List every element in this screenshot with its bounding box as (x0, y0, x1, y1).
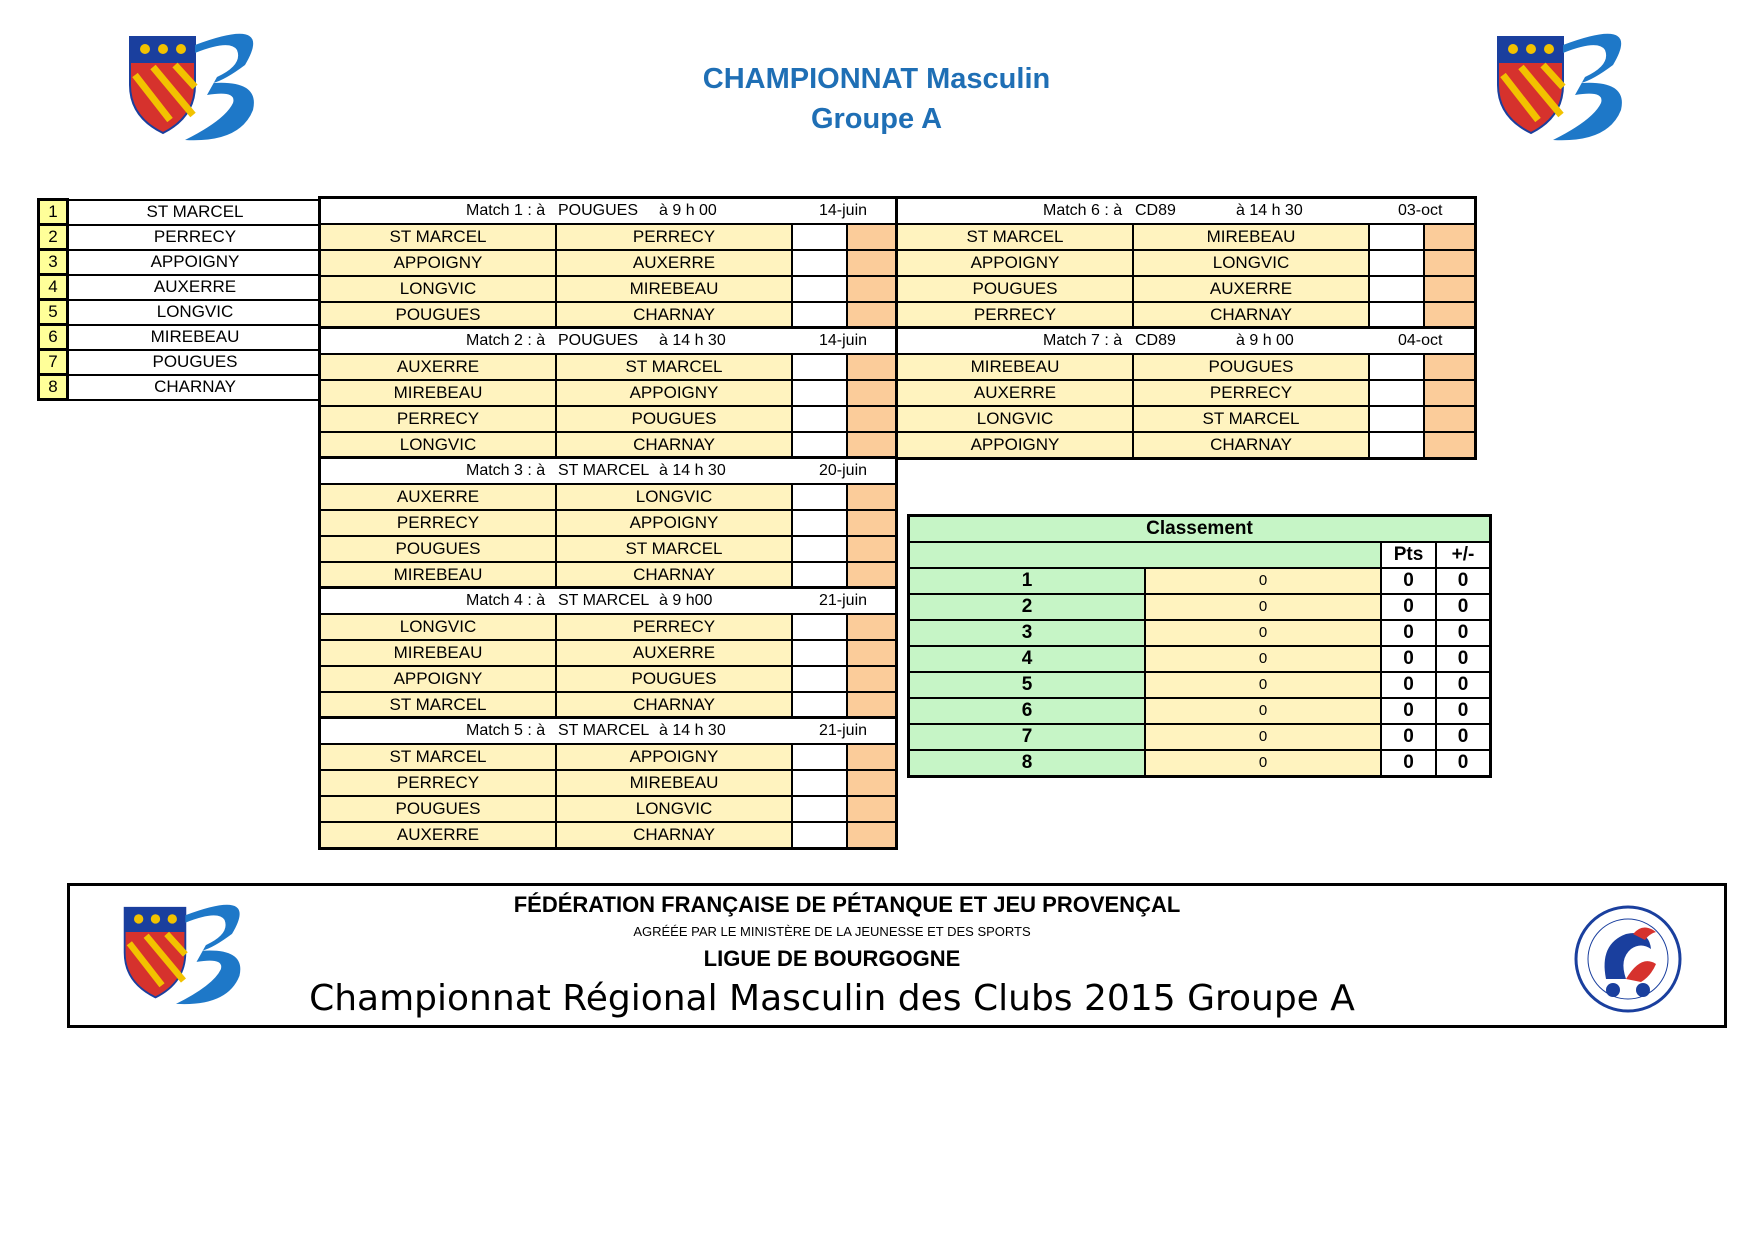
away-team: AUXERRE (1134, 277, 1370, 301)
away-team: POUGUES (557, 407, 793, 431)
team-number: 8 (39, 375, 68, 400)
diff-header: +/- (1437, 543, 1489, 567)
score-cell[interactable] (848, 433, 895, 457)
points: 0 (1382, 621, 1437, 645)
score-cell[interactable] (793, 407, 848, 431)
team-row (39, 300, 323, 325)
away-team: CHARNAY (557, 433, 793, 457)
away-team: PERRECY (557, 615, 793, 639)
match-block (895, 326, 1477, 460)
match-venue: CD89 (1135, 332, 1176, 349)
away-team: LONGVIC (557, 797, 793, 821)
home-team: LONGVIC (321, 433, 557, 457)
match-time: à 14 h 30 (659, 722, 726, 739)
team-name: LONGVIC (68, 300, 323, 325)
away-team: LONGVIC (557, 485, 793, 509)
score-cell[interactable] (793, 381, 848, 405)
score-cell[interactable] (793, 823, 848, 847)
agreement-text: AGRÉÉE PAR LE MINISTÈRE DE LA JEUNESSE ET DES SPORTS (633, 924, 1031, 939)
rank: 3 (910, 621, 1146, 645)
game-row (898, 355, 1474, 381)
score-cell[interactable] (1425, 381, 1474, 405)
team-name: POUGUES (68, 350, 323, 375)
score-cell[interactable] (793, 251, 848, 275)
match-time: à 14 h 30 (659, 462, 726, 479)
match-header (321, 719, 895, 745)
home-team: POUGUES (321, 797, 557, 821)
match-block (318, 716, 898, 850)
classement-row (910, 595, 1489, 621)
match-venue: ST MARCEL (558, 592, 650, 609)
page-title: CHAMPIONNAT Masculin (702, 63, 1051, 95)
game-row (321, 407, 895, 433)
score-cell[interactable] (848, 511, 895, 535)
points: 0 (1382, 725, 1437, 749)
points: 0 (1382, 595, 1437, 619)
rank: 6 (910, 699, 1146, 723)
score-cell[interactable] (793, 615, 848, 639)
match-label: Match 5 : à (466, 722, 546, 739)
game-row (321, 355, 895, 381)
home-team: LONGVIC (321, 277, 557, 301)
score-cell[interactable] (1370, 355, 1425, 379)
match-block (895, 196, 1477, 330)
ranked-team: 0 (1146, 595, 1382, 619)
points: 0 (1382, 751, 1437, 775)
score-cell[interactable] (793, 485, 848, 509)
match-date: 14-juin (819, 332, 868, 349)
game-row (898, 277, 1474, 303)
away-team: MIREBEAU (557, 771, 793, 795)
game-row (898, 433, 1474, 457)
away-team: APPOIGNY (557, 745, 793, 769)
match-header (321, 329, 895, 355)
ffpjp-rooster-logo-icon (1571, 904, 1686, 1014)
score-cell[interactable] (1370, 433, 1425, 457)
home-team: AUXERRE (898, 381, 1134, 405)
points: 0 (1382, 647, 1437, 671)
score-cell[interactable] (1370, 407, 1425, 431)
match-date: 14-juin (819, 202, 868, 219)
match-label: Match 1 : à (466, 202, 546, 219)
score-cell[interactable] (848, 667, 895, 691)
home-team: MIREBEAU (321, 641, 557, 665)
home-team: APPOIGNY (321, 667, 557, 691)
goal-difference: 0 (1437, 751, 1489, 775)
score-cell[interactable] (793, 797, 848, 821)
points: 0 (1382, 699, 1437, 723)
home-team: POUGUES (321, 537, 557, 561)
team-name: PERRECY (68, 225, 323, 250)
team-name: CHARNAY (68, 375, 323, 400)
footer-banner (67, 883, 1727, 1028)
team-name: ST MARCEL (68, 200, 323, 225)
ranked-team: 0 (1146, 647, 1382, 671)
event-name: Championnat Régional Masculin des Clubs 2015 Groupe A (309, 978, 1355, 1019)
game-row (321, 225, 895, 251)
score-cell[interactable] (848, 615, 895, 639)
team-row (39, 275, 323, 300)
home-team: LONGVIC (898, 407, 1134, 431)
score-cell[interactable] (848, 355, 895, 379)
points: 0 (1382, 673, 1437, 697)
team-name: AUXERRE (68, 275, 323, 300)
rank: 7 (910, 725, 1146, 749)
match-header (321, 199, 895, 225)
game-row (321, 303, 895, 327)
ligue-name: LIGUE DE BOURGOGNE (703, 946, 961, 971)
team-row (39, 225, 323, 250)
away-team: LONGVIC (1134, 251, 1370, 275)
match-time: à 9 h 00 (1236, 332, 1294, 349)
game-row (898, 407, 1474, 433)
away-team: AUXERRE (557, 641, 793, 665)
classement-row (910, 751, 1489, 775)
team-number: 1 (39, 200, 68, 225)
match-date: 21-juin (819, 722, 868, 739)
game-row (321, 797, 895, 823)
away-team: ST MARCEL (557, 355, 793, 379)
game-row (321, 823, 895, 847)
goal-difference: 0 (1437, 621, 1489, 645)
score-cell[interactable] (793, 303, 848, 327)
score-cell[interactable] (793, 641, 848, 665)
game-row (321, 745, 895, 771)
home-team: POUGUES (898, 277, 1134, 301)
game-row (898, 225, 1474, 251)
pts-header: Pts (1382, 543, 1437, 567)
ranked-team: 0 (1146, 569, 1382, 593)
score-cell[interactable] (848, 225, 895, 249)
score-cell[interactable] (793, 745, 848, 769)
away-team: PERRECY (557, 225, 793, 249)
page-subtitle: Groupe A (810, 103, 943, 135)
classement-row (910, 725, 1489, 751)
match-venue: POUGUES (558, 332, 639, 349)
team-name: APPOIGNY (68, 250, 323, 275)
score-cell[interactable] (1425, 407, 1474, 431)
classement-row (910, 569, 1489, 595)
match-time: à 9 h00 (659, 592, 713, 609)
score-cell[interactable] (1370, 225, 1425, 249)
away-team: CHARNAY (557, 563, 793, 587)
score-cell[interactable] (793, 563, 848, 587)
game-row (898, 381, 1474, 407)
rank: 4 (910, 647, 1146, 671)
home-team: AUXERRE (321, 355, 557, 379)
score-cell[interactable] (848, 563, 895, 587)
score-cell[interactable] (848, 797, 895, 821)
ranked-team: 0 (1146, 673, 1382, 697)
match-label: Match 3 : à (466, 462, 546, 479)
home-team: POUGUES (321, 303, 557, 327)
away-team: MIREBEAU (557, 277, 793, 301)
match-venue: CD89 (1135, 202, 1176, 219)
score-cell[interactable] (793, 537, 848, 561)
classement-row (910, 699, 1489, 725)
team-row (39, 350, 323, 375)
match-label: Match 4 : à (466, 592, 546, 609)
ranked-team: 0 (1146, 751, 1382, 775)
game-row (321, 667, 895, 693)
match-venue: ST MARCEL (558, 462, 650, 479)
game-row (898, 303, 1474, 327)
score-cell[interactable] (793, 355, 848, 379)
rank: 1 (910, 569, 1146, 593)
game-row (321, 381, 895, 407)
team-number: 3 (39, 250, 68, 275)
away-team: ST MARCEL (1134, 407, 1370, 431)
team-list (37, 198, 323, 401)
score-cell[interactable] (793, 225, 848, 249)
match-header (898, 329, 1474, 355)
home-team: AUXERRE (321, 485, 557, 509)
score-cell[interactable] (848, 303, 895, 327)
team-number: 5 (39, 300, 68, 325)
home-team: PERRECY (321, 771, 557, 795)
score-cell[interactable] (793, 511, 848, 535)
match-venue: ST MARCEL (558, 722, 650, 739)
points: 0 (1382, 569, 1437, 593)
score-cell[interactable] (848, 771, 895, 795)
score-cell[interactable] (793, 693, 848, 717)
score-cell[interactable] (848, 745, 895, 769)
classement-table (907, 514, 1492, 778)
away-team: PERRECY (1134, 381, 1370, 405)
away-team: CHARNAY (1134, 433, 1370, 457)
ranked-team: 0 (1146, 621, 1382, 645)
team-row (39, 200, 323, 225)
home-team: MIREBEAU (321, 381, 557, 405)
score-cell[interactable] (848, 407, 895, 431)
score-cell[interactable] (1425, 277, 1474, 301)
match-header (321, 459, 895, 485)
home-team: ST MARCEL (321, 693, 557, 717)
game-row (321, 251, 895, 277)
match-label: Match 2 : à (466, 332, 546, 349)
home-team: ST MARCEL (321, 225, 557, 249)
score-cell[interactable] (848, 277, 895, 301)
classement-title: Classement (910, 517, 1489, 543)
score-cell[interactable] (848, 485, 895, 509)
score-cell[interactable] (1425, 251, 1474, 275)
match-header (898, 199, 1474, 225)
match-date: 03-oct (1398, 202, 1443, 219)
away-team: POUGUES (557, 667, 793, 691)
ranked-team: 0 (1146, 699, 1382, 723)
goal-difference: 0 (1437, 595, 1489, 619)
game-row (321, 771, 895, 797)
match-block (318, 586, 898, 720)
away-team: CHARNAY (557, 823, 793, 847)
game-row (321, 511, 895, 537)
match-time: à 9 h 00 (659, 202, 717, 219)
classement-row (910, 673, 1489, 699)
score-cell[interactable] (793, 277, 848, 301)
score-cell[interactable] (1370, 277, 1425, 301)
federation-name: FÉDÉRATION FRANÇAISE DE PÉTANQUE ET JEU PROVENÇAL (513, 892, 1181, 917)
home-team: PERRECY (898, 303, 1134, 327)
home-team: ST MARCEL (321, 745, 557, 769)
classement-row (910, 647, 1489, 673)
match-header (321, 589, 895, 615)
home-team: PERRECY (321, 511, 557, 535)
game-row (321, 537, 895, 563)
match-date: 21-juin (819, 592, 868, 609)
game-row (321, 693, 895, 717)
game-row (321, 615, 895, 641)
home-team: PERRECY (321, 407, 557, 431)
match-venue: POUGUES (558, 202, 639, 219)
away-team: AUXERRE (557, 251, 793, 275)
match-label: Match 7 : à (1043, 332, 1123, 349)
match-time: à 14 h 30 (1236, 202, 1303, 219)
match-label: Match 6 : à (1043, 202, 1123, 219)
score-cell[interactable] (793, 771, 848, 795)
rank: 2 (910, 595, 1146, 619)
ranked-team: 0 (1146, 725, 1382, 749)
rank: 8 (910, 751, 1146, 775)
goal-difference: 0 (1437, 725, 1489, 749)
game-row (898, 251, 1474, 277)
away-team: APPOIGNY (557, 381, 793, 405)
score-cell[interactable] (848, 381, 895, 405)
score-cell[interactable] (1425, 355, 1474, 379)
score-cell[interactable] (1425, 225, 1474, 249)
match-date: 20-juin (819, 462, 868, 479)
away-team: CHARNAY (557, 303, 793, 327)
team-name: MIREBEAU (68, 325, 323, 350)
home-team: LONGVIC (321, 615, 557, 639)
away-team: CHARNAY (1134, 303, 1370, 327)
team-row (39, 325, 323, 350)
home-team: APPOIGNY (321, 251, 557, 275)
match-block (318, 326, 898, 460)
score-cell[interactable] (1370, 251, 1425, 275)
away-team: ST MARCEL (557, 537, 793, 561)
home-team: MIREBEAU (321, 563, 557, 587)
away-team: CHARNAY (557, 693, 793, 717)
away-team: APPOIGNY (557, 511, 793, 535)
home-team: MIREBEAU (898, 355, 1134, 379)
team-number: 2 (39, 225, 68, 250)
score-cell[interactable] (848, 823, 895, 847)
game-row (321, 433, 895, 457)
score-cell[interactable] (1425, 433, 1474, 457)
home-team: ST MARCEL (898, 225, 1134, 249)
score-cell[interactable] (848, 641, 895, 665)
away-team: MIREBEAU (1134, 225, 1370, 249)
match-block (318, 456, 898, 590)
score-cell[interactable] (848, 251, 895, 275)
rank: 5 (910, 673, 1146, 697)
goal-difference: 0 (1437, 647, 1489, 671)
score-cell[interactable] (1370, 381, 1425, 405)
team-row (39, 250, 323, 275)
classement-row (910, 621, 1489, 647)
classement-header (910, 543, 1489, 569)
score-cell[interactable] (1370, 303, 1425, 327)
goal-difference: 0 (1437, 673, 1489, 697)
goal-difference: 0 (1437, 699, 1489, 723)
team-row (39, 375, 323, 400)
score-cell[interactable] (793, 433, 848, 457)
match-date: 04-oct (1398, 332, 1443, 349)
score-cell[interactable] (1425, 303, 1474, 327)
game-row (321, 485, 895, 511)
team-number: 4 (39, 275, 68, 300)
game-row (321, 641, 895, 667)
score-cell[interactable] (793, 667, 848, 691)
team-number: 6 (39, 325, 68, 350)
team-number: 7 (39, 350, 68, 375)
score-cell[interactable] (848, 693, 895, 717)
game-row (321, 563, 895, 587)
home-team: APPOIGNY (898, 251, 1134, 275)
away-team: POUGUES (1134, 355, 1370, 379)
score-cell[interactable] (848, 537, 895, 561)
match-block (318, 196, 898, 330)
match-time: à 14 h 30 (659, 332, 726, 349)
home-team: APPOIGNY (898, 433, 1134, 457)
home-team: AUXERRE (321, 823, 557, 847)
goal-difference: 0 (1437, 569, 1489, 593)
game-row (321, 277, 895, 303)
